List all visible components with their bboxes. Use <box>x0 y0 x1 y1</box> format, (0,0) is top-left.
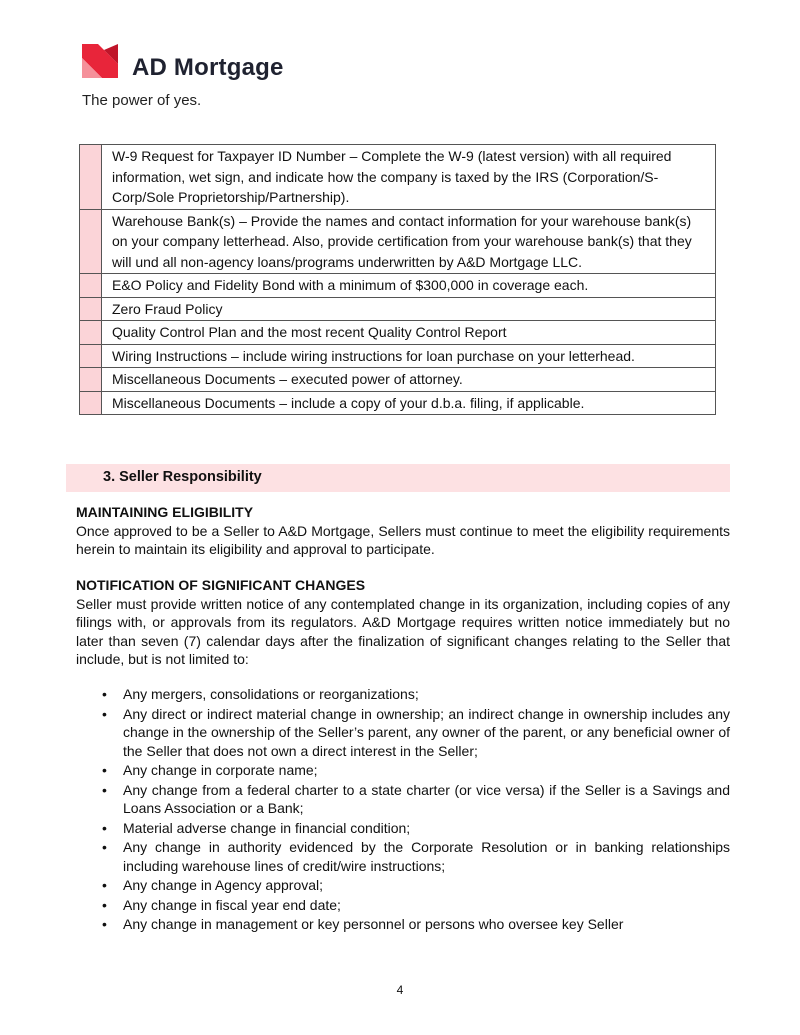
bullet-icon: • <box>102 819 107 836</box>
table-row <box>80 344 716 368</box>
significant-changes-list <box>76 685 730 935</box>
list-item-text: Any change in corporate name; <box>123 762 318 778</box>
table-row <box>80 297 716 321</box>
list-item-text: Any change in Agency approval; <box>123 877 324 893</box>
checklist-item-wiring: Wiring Instructions – include wiring instructions for loan purchase on your letterhead. <box>102 344 716 368</box>
document-checklist-table <box>79 144 716 415</box>
list-item <box>76 896 730 915</box>
checklist-item-dba: Miscellaneous Documents – include a copy of your d.b.a. filing, if applicable. <box>102 391 716 415</box>
eligibility-text: Once approved to be a Seller to A&D Mortgage, Sellers must continue to meet the eligibility requirements herein to maintain its eligibility and approval to participate. <box>76 522 730 557</box>
bullet-icon: • <box>102 916 107 932</box>
table-row <box>80 368 716 392</box>
ad-mortgage-logo-icon <box>82 44 118 78</box>
section-header-band <box>66 464 730 492</box>
notification-heading: NOTIFICATION OF SIGNIFICANT CHANGES <box>76 577 366 593</box>
company-logo <box>82 44 322 114</box>
list-item <box>76 705 730 761</box>
brand-tagline: The power of yes. <box>82 92 202 109</box>
list-item-text: Any change in fiscal year end date; <box>123 896 341 913</box>
checkbox-cell[interactable] <box>80 368 102 392</box>
notification-text: Seller must provide written notice of any contemplated change in its organization, including copies of any filings with, or approvals from its regulators. A&D Mortgage requires written notice immediately but no later than seven (7) calendar days after the finalization of significant changes relating to the Seller that include, but is not limited to: <box>76 595 730 667</box>
checkbox-cell[interactable] <box>80 274 102 298</box>
bullet-icon: • <box>102 877 107 893</box>
list-item <box>76 781 730 818</box>
eligibility-heading: MAINTAINING ELIGIBILITY <box>76 504 254 520</box>
bullet-icon: • <box>102 762 107 778</box>
page-number: 4 <box>396 983 404 997</box>
checkbox-cell[interactable] <box>80 344 102 368</box>
list-item-text: Any change from a federal charter to a state charter (or vice versa) if the Seller is a Savings and Loans Association or a Bank; <box>123 781 730 816</box>
checklist-item-w9: W-9 Request for Taxpayer ID Number – Complete the W-9 (latest version) with all required information, wet sign, and indicate how the company is taxed by the IRS (Corporation/S- Corp/Sole Proprietorship/Partnership). <box>102 145 716 210</box>
list-item-text: Any change in management or key personnel or persons who oversee key Seller <box>123 916 624 932</box>
bullet-icon: • <box>102 839 107 855</box>
bullet-icon: • <box>102 781 107 798</box>
table-row <box>80 209 716 274</box>
table-row <box>80 391 716 415</box>
checklist-item-zero-fraud: Zero Fraud Policy <box>102 297 716 321</box>
checklist-item-quality-control: Quality Control Plan and the most recent Quality Control Report <box>102 321 716 345</box>
list-item-text: Any change in authority evidenced by the Corporate Resolution or in banking relationships including warehouse lines of credit/wire instructions; <box>123 839 730 874</box>
list-item <box>76 819 730 838</box>
list-item-text: Any mergers, consolidations or reorganizations; <box>123 686 419 702</box>
brand-name: AD Mortgage <box>132 54 284 81</box>
checkbox-cell[interactable] <box>80 209 102 274</box>
checklist-item-warehouse-bank: Warehouse Bank(s) – Provide the names and contact information for your warehouse bank(s) on your company letterhead. Also, provide certification from your warehouse bank(s) that they will und all non-agency loans/programs underwritten by A&D Mortgage LLC. <box>102 209 716 274</box>
checkbox-cell[interactable] <box>80 145 102 210</box>
checkbox-cell[interactable] <box>80 297 102 321</box>
table-row <box>80 321 716 345</box>
bullet-icon: • <box>102 705 107 722</box>
checklist-item-eo-policy: E&O Policy and Fidelity Bond with a minimum of $300,000 in coverage each. <box>102 274 716 298</box>
checkbox-cell[interactable] <box>80 321 102 345</box>
bullet-icon: • <box>102 686 107 702</box>
list-item <box>76 838 730 875</box>
list-item-text: Material adverse change in financial condition; <box>123 819 411 836</box>
checkbox-cell[interactable] <box>80 391 102 415</box>
table-row <box>80 145 716 210</box>
list-item <box>76 761 730 780</box>
checklist-item-poa: Miscellaneous Documents – executed power of attorney. <box>102 368 716 392</box>
list-item <box>76 915 730 934</box>
table-row <box>80 274 716 298</box>
bullet-icon: • <box>102 896 107 913</box>
list-item <box>76 685 730 704</box>
list-item-text: Any direct or indirect material change in ownership; an indirect change in ownership includes any change in the ownership of the Seller’s parent, any owner of the parent, or any beneficial owner of the Seller that does not own a direct interest in the Seller; <box>123 705 730 759</box>
notification-block <box>76 576 730 669</box>
section-title: 3. Seller Responsibility <box>103 469 262 485</box>
eligibility-block <box>76 503 730 559</box>
list-item <box>76 876 730 895</box>
